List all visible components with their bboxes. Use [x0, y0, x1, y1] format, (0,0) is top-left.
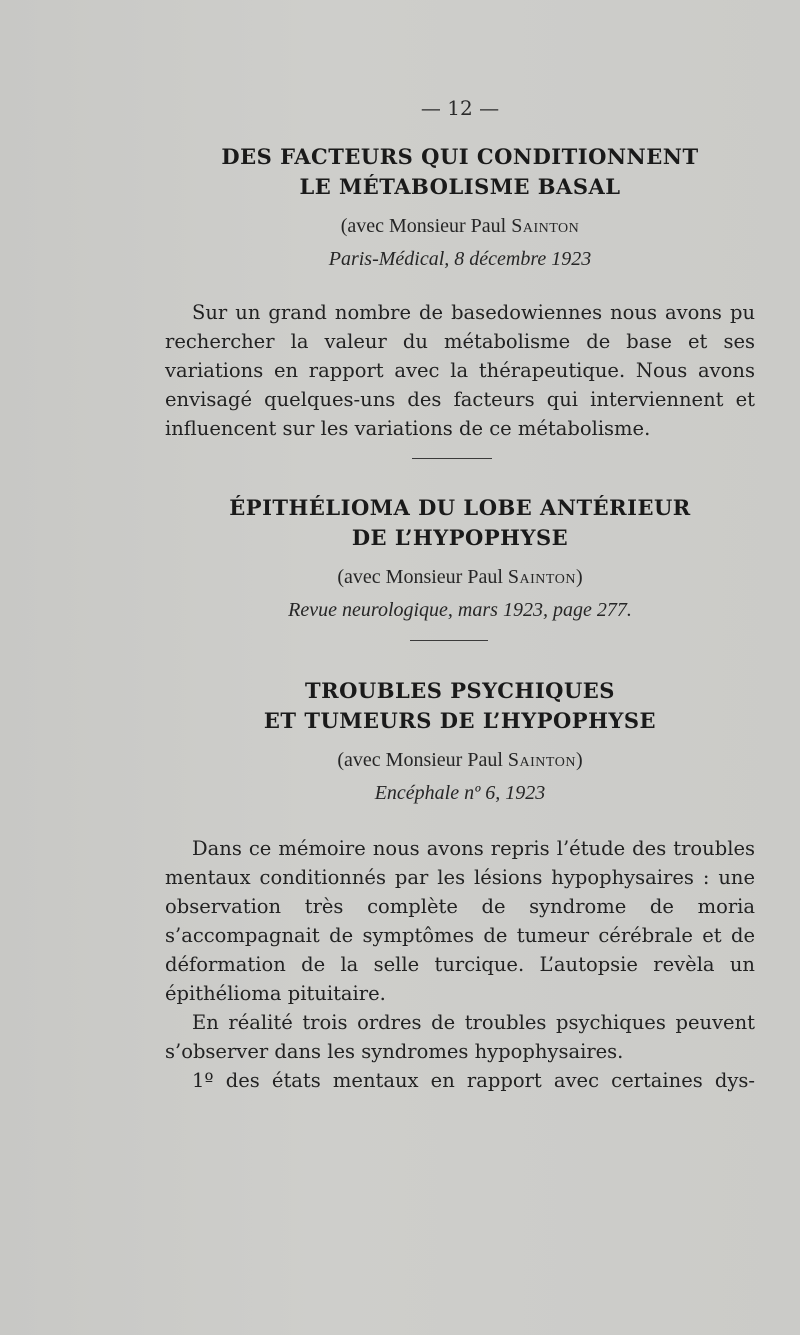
source-citation: Paris-Médical, 8 décembre 1923 [328, 248, 592, 270]
coauthor-line [165, 561, 755, 593]
section-title-line1: DES FACTEURS QUI CONDITIONNENT [221, 144, 699, 169]
section-title-line2: ET TUMEURS DE L’HYPOPHYSE [263, 708, 657, 733]
coauthor-suffix: ) [575, 749, 583, 771]
section-troubles-psychiques [165, 676, 755, 1095]
source-citation: Encéphale nº 6, 1923 [374, 782, 546, 804]
coauthor-prefix: (avec Monsieur Paul [337, 566, 508, 588]
coauthor-name: Sainton [507, 749, 576, 771]
body-paragraph: En réalité trois ordres de troubles psychiques peuvent s’observer dans les syndromes hypophysaires. [165, 1011, 755, 1063]
coauthor-prefix: (avec Monsieur Paul [337, 749, 508, 771]
coauthor-line [165, 744, 755, 776]
body-paragraph: 1º des états mentaux en rapport avec certaines dys- [192, 1069, 755, 1092]
section-title-line1: ÉPITHÉLIOMA DU LOBE ANTÉRIEUR [229, 495, 691, 520]
abstract-paragraph: Sur un grand nombre de basedowiennes nous avons pu rechercher la valeur du métabolisme de base et ses variations en rapport avec la thérapeutique. Nous avons envisagé quelques-uns des facteurs qui interviennent et influencent sur les variations de ce métabolisme. [165, 301, 755, 440]
coauthor-suffix: ) [575, 566, 583, 588]
section-divider [412, 458, 492, 459]
section-divider [410, 640, 488, 641]
section-title-line2: DE L’HYPOPHYSE [351, 525, 569, 550]
source-citation: Revue neurologique, mars 1923, page 277. [288, 599, 632, 621]
coauthor-name: Sainton [511, 215, 580, 237]
section-epithelioma [165, 493, 755, 625]
coauthor-name: Sainton [507, 566, 576, 588]
section-title-line2: LE MÉTABOLISME BASAL [299, 174, 621, 199]
section-metabolisme [165, 142, 755, 443]
coauthor-prefix: (avec Monsieur Paul [340, 215, 512, 237]
section-title-line1: TROUBLES PSYCHIQUES [305, 678, 615, 703]
page-number: — 12 — [420, 96, 500, 120]
coauthor-line [165, 210, 755, 242]
body-paragraph: Dans ce mémoire nous avons repris l’étude des troubles mentaux conditionnés par les lésions hypophysaires : une observation très complète de syndrome de moria s’accompagnait de symptômes de tumeur cérébrale et de déformation de la selle turcique. L’autopsie revèla un épithélioma pituitaire. [165, 837, 755, 1005]
